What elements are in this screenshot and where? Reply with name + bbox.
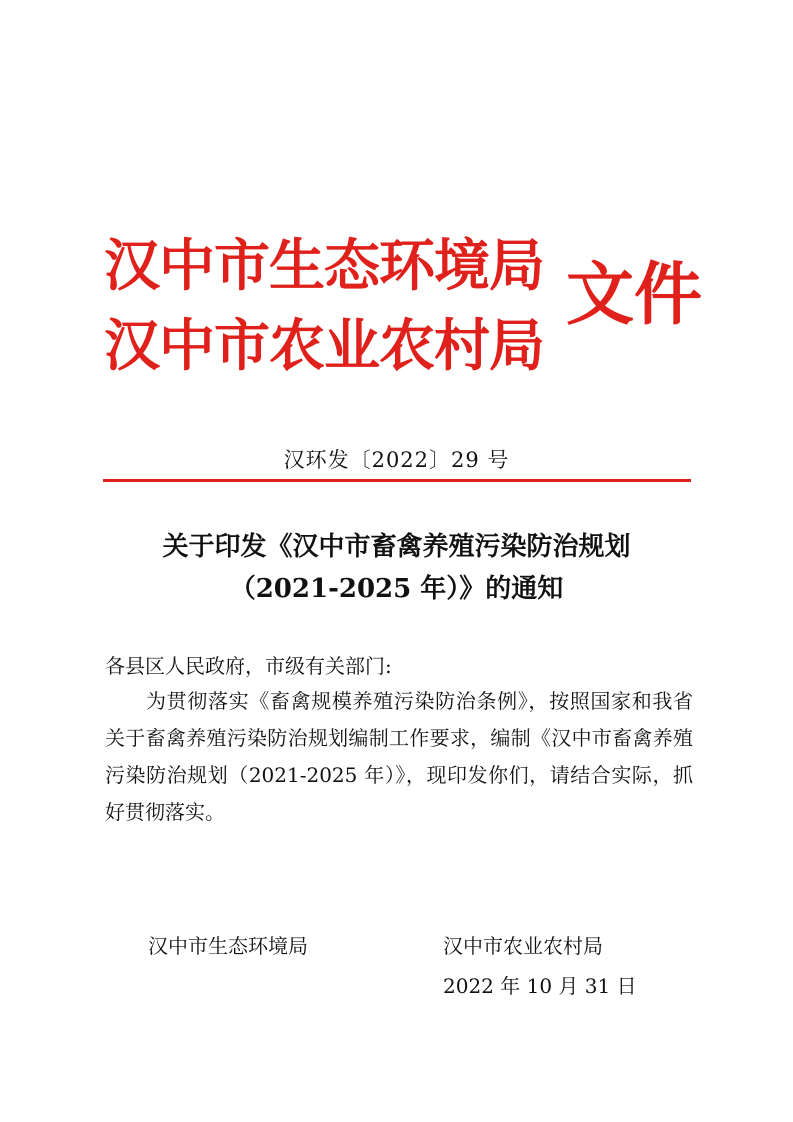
red-divider — [103, 479, 691, 482]
document-title — [0, 526, 793, 610]
document-number: 汉环发〔2022〕29 号 — [283, 448, 510, 472]
title-line-2: （2021-2025 年）》的通知 — [229, 574, 564, 604]
document-label: 文件 — [566, 255, 703, 335]
signature-date: 2022 年 10 月 31 日 — [443, 974, 637, 998]
issuing-organizations — [104, 226, 564, 386]
title-line-1: 关于印发《汉中市畜禽养殖污染防治规划 — [162, 532, 631, 562]
signature-org-right: 汉中市农业农村局 — [443, 934, 603, 958]
body-paragraph: 为贯彻落实《畜禽规模养殖污染防治条例》，按照国家和我省关于畜禽养殖污染防治规划编制工作要求，编制《汉中市畜禽养殖污染防治规划（2021-2025 年）》，现印发你们，请结合实际，抓好贯彻落实。 — [105, 689, 693, 824]
signature-org-left: 汉中市生态环境局 — [148, 934, 308, 958]
issuer-ecology-bureau: 汉中市生态环境局 — [104, 233, 544, 299]
issuer-agriculture-bureau: 汉中市农业农村局 — [104, 313, 544, 379]
addressee: 各县区人民政府，市级有关部门: — [105, 654, 392, 678]
